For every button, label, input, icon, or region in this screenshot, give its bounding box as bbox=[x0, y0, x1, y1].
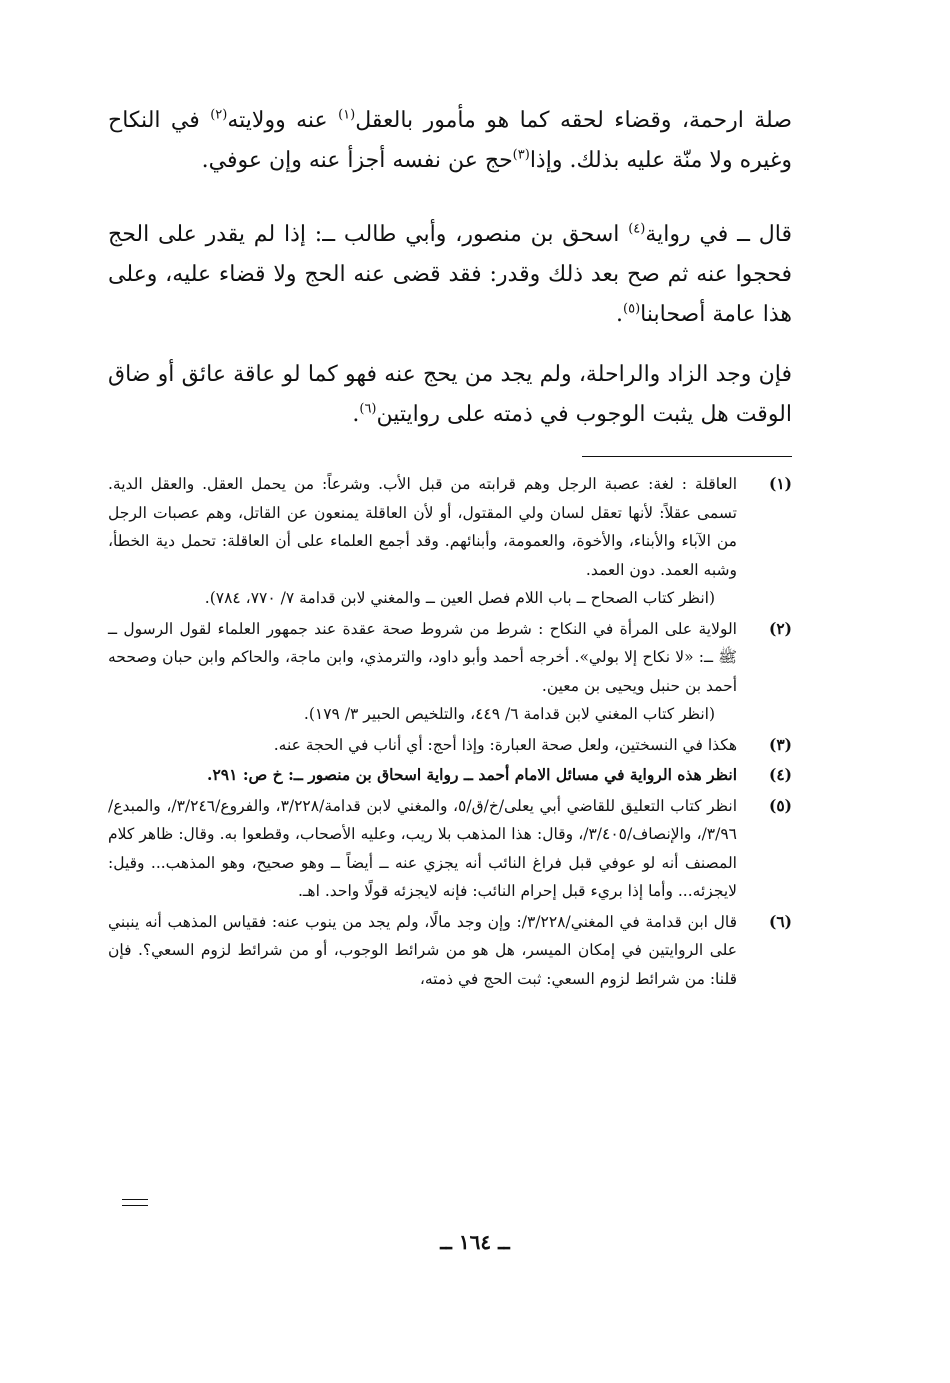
paragraph-text: اسحق بن منصور، وأبي طالب ــ: إذا لم يقدر على الحج فحجوا عنه ثم صح بعد ذلك وقدر: فقد قضى عنه الحج ولا قضاء عليه، وعلى هذا عامة أصحابنا bbox=[108, 222, 792, 327]
footnote-text: الولاية على المرأة في النكاح : شرط من شروط صحة عقدة عند جمهور العلماء لقول الرسول ــ ﷺ ــ: «لا نكاح إلا بولي». أخرجه أحمد وأبو داود، والترمذي، وابن ماجة، والحاكم وابن حبان وصححه أحمد بن حنبل ويحيى بن معين. bbox=[108, 619, 737, 695]
paragraph-text: فإن وجد الزاد والراحلة، ولم يجد من يحج عنه فهو كما لو عاقة عائق أو ضاق الوقت هل يثبت الوجوب في ذمته على روايتين bbox=[108, 362, 792, 427]
footnote-ref: (٣) bbox=[512, 147, 530, 163]
footnote bbox=[108, 792, 792, 906]
paragraph-text: . bbox=[352, 402, 360, 427]
footnote-body bbox=[108, 731, 737, 760]
footnotes bbox=[108, 470, 792, 995]
footnote bbox=[108, 470, 792, 613]
continuation-mark bbox=[122, 1199, 148, 1206]
footnote-number: (٣) bbox=[768, 734, 792, 754]
footnote-text: انظر كتاب التعليق للقاضي أبي يعلى/خ/ق/٥، والمغني لابن قدامة/٣/٢٢٨، والفروع/٣/٢٤٦/، والمبدع/٣/٩٦/، والإنصاف/٣/٤٠٥/، وقال: هذا المذهب بلا ريب، وعليه الأصحاب، وقطعوا به. وقال: ظاهر كلام المصنف أنه لو عوفي قبل فراغ النائب أنه يجزي عنه ــ أيضاً ــ وهو صحيح، وهو المذهب... وقيل: لايجزئه... وأما إذا بريء قبل إحرام النائب: فإنه لايجزئه قولًا واحد. اهـ. bbox=[108, 796, 738, 900]
paragraph-text: حج عن نفسه أجزأ عنه وإن عوفي. bbox=[201, 148, 513, 173]
footnote bbox=[108, 731, 792, 760]
footnote-separator bbox=[582, 456, 792, 457]
footnote-ref: (٤) bbox=[628, 221, 646, 237]
footnote-source: (انظر كتاب المغني لابن قدامة ٦/ ٤٤٩، والتلخيص الحبير ٣/ ١٧٩). bbox=[303, 705, 715, 723]
footnote-ref: (١) bbox=[338, 107, 356, 123]
footnote-body bbox=[108, 761, 737, 790]
footnote-text: العاقلة : لغة: عصبة الرجل وهم قرابته من قبل الأب. وشرعاً: من يحمل العقل. والعقل الدية. تسمى عقلاً: لأنها تعقل لسان ولي المقتول، أو لأن العاقلة يمنعون عن القاتل، وهم عصبات الرجل من الآباء والأبناء، والأخوة، والعمومة، وأبنائهم. وقد أجمع العلماء على أن العاقلة: تحمل دية الخطأ، وشبه العمد. دون العمد. bbox=[108, 475, 737, 579]
footnote-source: (انظر كتاب الصحاح ــ باب اللام فصل العين ــ والمغني لابن قدامة ٧/ ٧٧٠، ٧٨٤). bbox=[204, 589, 715, 607]
footnote-number: (٥) bbox=[768, 795, 792, 815]
footnote bbox=[108, 908, 792, 994]
paragraph-text: قال ــ في رواية bbox=[645, 222, 792, 247]
footnote-body bbox=[108, 792, 737, 906]
footnote-number: (٦) bbox=[768, 911, 792, 931]
paragraph-1 bbox=[108, 101, 792, 181]
footnote-body bbox=[108, 615, 737, 729]
page-number: ــ ١٦٤ ــ bbox=[440, 1230, 510, 1254]
paragraph-text: في النكاح وغيره ولا منّة عليه بذلك. وإذا bbox=[108, 108, 792, 173]
footnote-ref: (٥) bbox=[623, 301, 641, 317]
footnote-text: هكذا في النسختين، ولعل صحة العبارة: وإذا أحج: أي أناب في الحجة عنه. bbox=[273, 735, 737, 754]
footnote-text: انظر هذه الرواية في مسائل الامام أحمد ــ رواية اسحاق بن منصور ــ: خ ص: ٢٩١. bbox=[207, 765, 737, 784]
footnote-number: (١) bbox=[768, 474, 792, 493]
footnote-number: (٢) bbox=[768, 618, 792, 638]
footnote-number: (٤) bbox=[768, 765, 792, 784]
paragraph-3 bbox=[108, 355, 792, 435]
footnote bbox=[108, 761, 792, 790]
footnote-body bbox=[108, 470, 737, 613]
footnote-ref: (٢) bbox=[210, 107, 228, 123]
paragraph-text: صلة ارحمة، وقضاء لحقه كما هو مأمور بالعقل bbox=[355, 108, 792, 133]
paragraph-text: . bbox=[616, 302, 624, 327]
footnote-body bbox=[108, 908, 737, 994]
footnote-ref: (٦) bbox=[359, 401, 377, 417]
paragraph-text: عنه وولايته bbox=[227, 108, 339, 133]
footnote bbox=[108, 615, 792, 729]
footnote-text: قال ابن قدامة في المغني/٣/٢٢٨/: وإن وجد مالًا، ولم يجد من ينوب عنه: فقياس المذهب أنه ينبني على الروايتين في إمكان الميسر، هل هو من شرائط الوجوب، أو من شرائط لزوم السعي؟. فإن قلنا: من شرائط لزوم السعي: ثبت الحج في ذمته، bbox=[108, 912, 737, 988]
paragraph-2 bbox=[108, 215, 792, 335]
